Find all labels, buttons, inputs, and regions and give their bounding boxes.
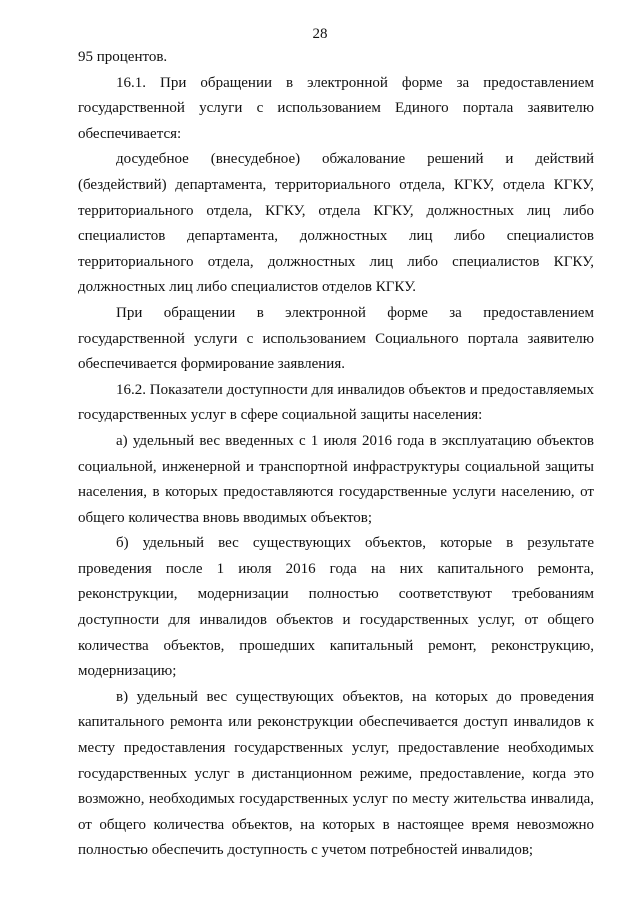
document-body — [78, 45, 594, 864]
paragraph-16-1: 16.1. При обращении в электронной форме за предоставлением государственной услуги с использованием Единого портала заявителю обеспечивается: — [78, 74, 594, 142]
paragraph-continuation: 95 процентов. — [78, 49, 168, 65]
page-number: 28 — [312, 26, 328, 42]
list-item-b: б) удельный вес существующих объектов, которые в результате проведения после 1 июля 2016 года на них капитального ремонта, реконструкции, модернизации полностью соответствуют требованиям доступности для инвалидов объектов и государственных услуг, от общего количества объектов, прошедших капитальный ремонт, реконструкцию, модернизацию; — [78, 535, 594, 680]
paragraph-16-2: 16.2. Показатели доступности для инвалидов объектов и предоставляемых государственных услуг в сфере социальной защиты населения: — [78, 381, 594, 424]
paragraph-social-portal: При обращении в электронной форме за предоставлением государственной услуги с использованием Социального портала заявителю обеспечивается формирование заявления. — [78, 304, 594, 373]
list-item-v: в) удельный вес существующих объектов, на которых до проведения капитального ремонта или реконструкции обеспечивается доступ инвалидов к месту предоставления государственных услуг, предоставление необходимых государственных услуг в дистанционном режиме, предоставление, когда это возможно, необходимых государственных услуг по месту жительства инвалида, от общего количества объектов, на которых в настоящее время невозможно полностью обеспечить доступность с учетом потребностей инвалидов; — [78, 688, 594, 859]
paragraph-appeal: досудебное (внесудебное) обжалование решений и действий (бездействий) департамента, территориального отдела, КГКУ, отдела КГКУ, территориального отдела, КГКУ, отдела КГКУ, должностных лиц либо специалистов департамента, должностных лиц либо специалистов территориального отдела, должностных лиц либо специалистов КГКУ, должностных лиц либо специалистов отделов КГКУ. — [78, 151, 594, 296]
list-item-a: а) удельный вес введенных с 1 июля 2016 года в эксплуатацию объектов социальной, инженерной и транспортной инфраструктуры социальной защиты населения, в которых предоставляются государственные услуги населению, от общего количества вновь вводимых объектов; — [78, 432, 594, 526]
